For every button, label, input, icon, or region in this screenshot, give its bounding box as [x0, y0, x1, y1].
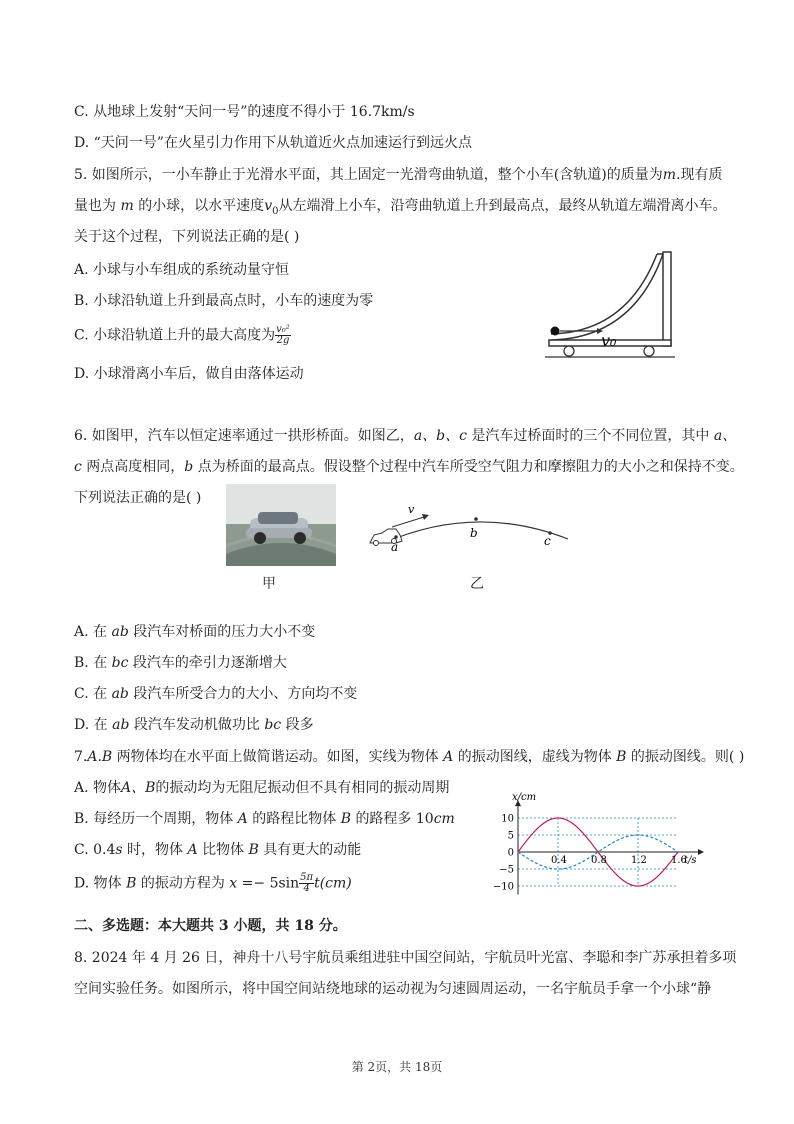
q4-option-d: D. “天问一号”在火星引力作用下从轨道近火点加速运行到远火点: [74, 135, 472, 151]
y-tick-label: −10: [492, 881, 514, 893]
label-b: b: [470, 526, 478, 540]
q5-option-a: A. 小球与小车组成的系统动量守恒: [74, 262, 290, 278]
q8-stem-line1: 8. 2024 年 4 月 26 日，神舟十八号宇航员乘组进驻中国空间站，宇航员叶光富、李聪和李广苏承担着多项: [74, 950, 737, 966]
curved-track-cart-figure: [545, 250, 675, 360]
q5-stem-line2: 量也为 m 的小球，以水平速度$v_0$从左端滑上小车，沿弯曲轨道上升到最高点，最终从轨道左端滑离小车。: [74, 198, 727, 217]
q5-option-b: B. 小球沿轨道上升到最高点时，小车的速度为零: [74, 293, 374, 309]
q6-option-a: A. 在 ab 段汽车对桥面的压力大小不变: [74, 624, 316, 640]
q5-option-d: D. 小球滑离小车后，做自由落体运动: [74, 366, 304, 382]
q6-option-b: B. 在 bc 段汽车的牵引力逐渐增大: [74, 655, 287, 671]
q4-option-c: C. 从地球上发射“天问一号”的速度不得小于 16.7km/s: [74, 104, 415, 120]
q7-option-d: D. 物体 B 的振动方程为 x =− 5sin $\frac{5\pi}{4}$ t(cm): [74, 872, 352, 894]
q8-stem-line2: 空间实验任务。如图所示，将中国空间站绕地球的运动视为匀速圆周运动，一名宇航员手拿一个小球“静: [74, 981, 712, 997]
caption-yi: 乙: [470, 576, 484, 592]
car-on-bridge-photo: [226, 484, 336, 566]
vibration-graph: [484, 792, 697, 910]
fraction-5pi-over-4: $\frac{5\pi}{4}$: [300, 872, 314, 894]
q5-option-c: C. 小球沿轨道上升的最大高度为 $\frac{\text{v₀²}}{2g}$: [74, 324, 290, 346]
label-c: c: [544, 534, 551, 548]
bridge-arch-diagram: [366, 503, 576, 563]
wheel-left: [564, 346, 574, 356]
q7-option-c: C. 0.4s 时，物体 A 比物体 B 具有更大的动能: [74, 842, 362, 858]
y-tick-label: 0: [507, 847, 514, 859]
wheel-right: [644, 346, 654, 356]
label-a: a: [391, 540, 399, 554]
y-tick-label: 10: [501, 813, 514, 825]
q5-stem-line1: 5. 如图所示，一小车静止于光滑水平面，其上固定一光滑弯曲轨道，整个小车(含轨道)的质量为m.现有质: [74, 167, 723, 183]
y-axis-label: x/cm: [512, 792, 537, 804]
x-axis-arrow: [698, 849, 704, 855]
x-tick-label: 0.8: [591, 855, 607, 866]
caption-jia: 甲: [262, 576, 276, 592]
x-axis-label: t/s: [684, 855, 697, 866]
q7-stem: 7.A.B 两物体均在水平面上做简谐运动。如图，实线为物体 A 的振动图线，虚线为物体 B 的振动图线。则( ): [74, 749, 745, 765]
q5-stem-line3: 关于这个过程，下列说法正确的是( ): [74, 229, 300, 245]
q7-option-a: A. 物体A、B的振动均为无阻尼振动但不具有相同的振动周期: [74, 780, 450, 796]
page-footer: 第 2页，共 18页: [351, 1060, 443, 1074]
x-tick-label: 1.6: [671, 855, 687, 866]
q6-option-d: D. 在 ab 段汽车发动机做功比 bc 段多: [74, 717, 314, 733]
velocity-label: v₀: [601, 331, 617, 350]
ball: [551, 327, 560, 336]
y-tick-label: −5: [499, 864, 514, 876]
label-v: v: [408, 503, 415, 516]
q6-stem-line2: c 两点高度相同，b 点为桥面的最高点。假设整个过程中汽车所受空气阻力和摩擦阻力的大小之和保持不变。: [74, 459, 744, 475]
q6-stem-line1: 6. 如图甲，汽车以恒定速率通过一拱形桥面。如图乙，a、b、c 是汽车过桥面时的三个不同位置，其中 a、: [74, 428, 737, 444]
q6-stem-line3: 下列说法正确的是( ): [74, 490, 202, 506]
q7-option-b: B. 每经历一个周期，物体 A 的路程比物体 B 的路程多 10cm: [74, 811, 455, 827]
section-multiple-choice-heading: 二、多选题：本大题共 3 小题，共 18 分。: [74, 918, 347, 934]
q6-option-c: C. 在 ab 段汽车所受合力的大小、方向均不变: [74, 686, 358, 702]
x-tick-label: 1.2: [631, 855, 647, 866]
x-tick-label: 0.4: [551, 855, 567, 866]
y-tick-label: 5: [507, 830, 514, 842]
fraction-v0-squared-over-2g: $\frac{\text{v₀²}}{2g}$: [276, 324, 290, 346]
